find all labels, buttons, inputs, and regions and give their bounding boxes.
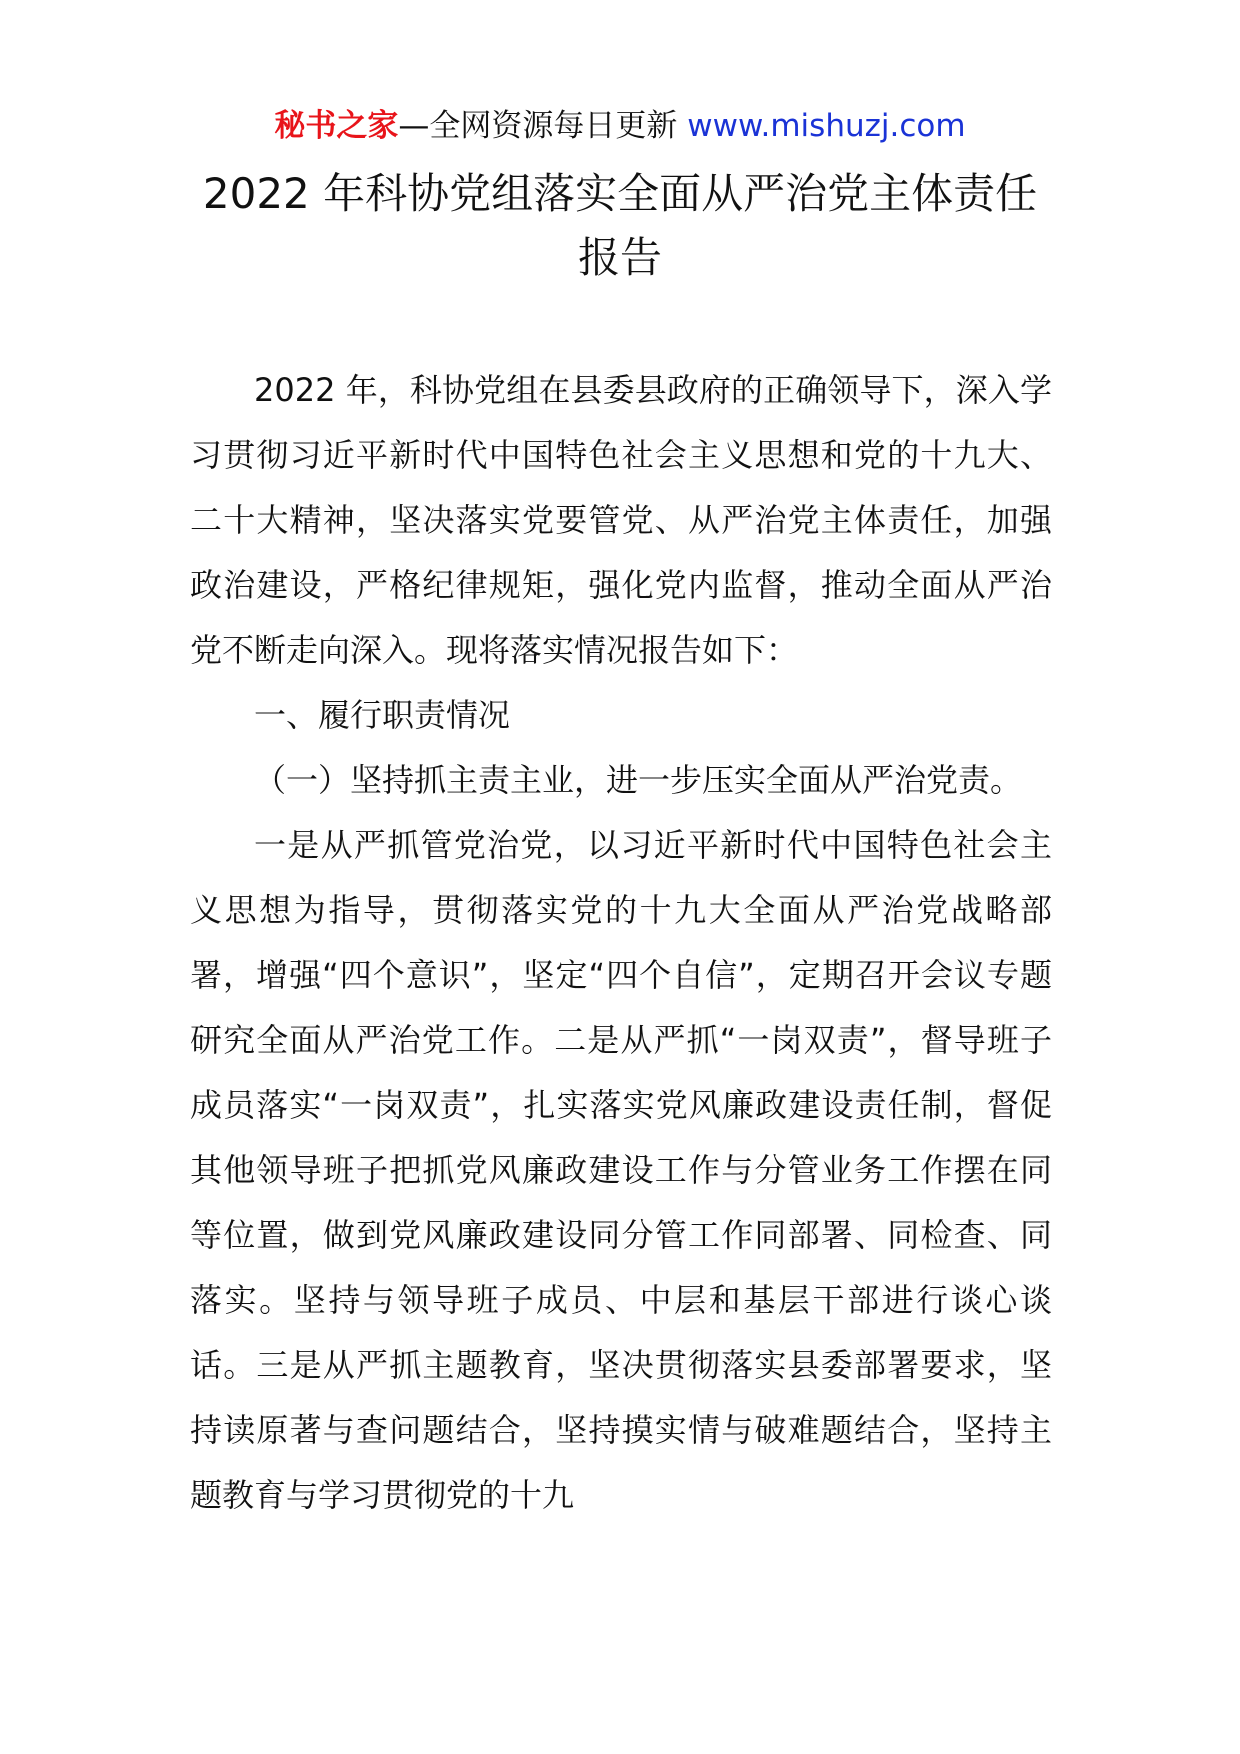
subsection-heading: （一）坚持抓主责主业，进一步压实全面从严治党责。 xyxy=(254,761,1023,799)
document-title: 2022 年科协党组落实全面从严治党主体责任报告 xyxy=(202,169,1038,282)
website-link[interactable]: www.mishuzj.com xyxy=(687,108,966,144)
site-header xyxy=(0,104,1240,148)
header-slogan: —全网资源每日更新 xyxy=(398,108,678,144)
document-body xyxy=(190,358,1052,1528)
brand-name: 秘书之家 xyxy=(274,108,399,144)
paragraph-body: 一是从严抓管党治党，以习近平新时代中国特色社会主义思想为指导，贯彻落实党的十九大全面从严治党战略部署，增强“四个意识”，坚定“四个自信”，定期召开会议专题研究全面从严治党工作。二是从严抓“一岗双责”，督导班子成员落实“一岗双责”，扎实落实党风廉政建设责任制，督促其他领导班子把抓党风廉政建设工作与分管业务工作摆在同等位置，做到党风廉政建设同分管工作同部署、同检查、同落实。坚持与领导班子成员、中层和基层干部进行谈心谈话。三是从严抓主题教育，坚决贯彻落实县委部署要求，坚持读原著与查问题结合，坚持摸实情与破难题结合，坚持主题教育与学习贯彻党的十九 xyxy=(190,826,1052,1514)
section-heading: 一、履行职责情况 xyxy=(254,696,511,734)
paragraph-intro: 2022 年，科协党组在县委县政府的正确领导下，深入学习贯彻习近平新时代中国特色社会主义思想和党的十九大、二十大精神，坚决落实党要管党、从严治党主体责任，加强政治建设，严格纪律规矩，强化党内监督，推动全面从严治党不断走向深入。现将落实情况报告如下： xyxy=(190,371,1052,669)
